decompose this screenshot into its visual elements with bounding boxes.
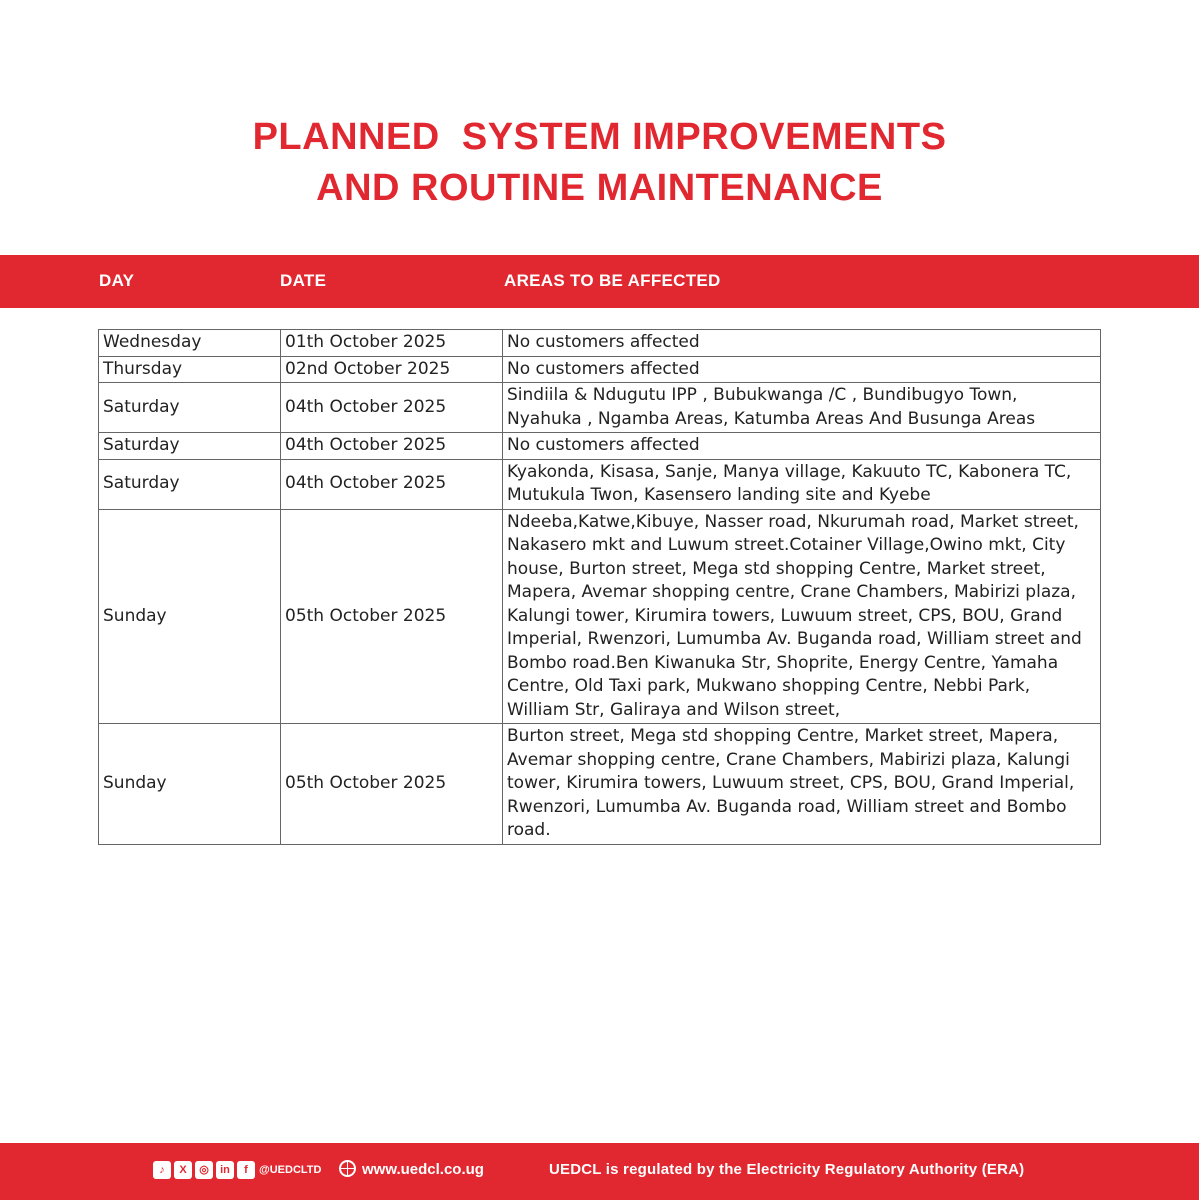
- areas-cell: Sindiila & Ndugutu IPP , Bubukwanga /C , Bundibugyo Town, Nyahuka , Ngamba Areas, Katumba Areas And Busunga Areas: [503, 383, 1101, 433]
- header-areas: AREAS TO BE AFFECTED: [504, 271, 721, 290]
- tiktok-icon[interactable]: ♪: [153, 1161, 171, 1179]
- facebook-icon[interactable]: f: [237, 1161, 255, 1179]
- website-link[interactable]: www.uedcl.co.ug: [362, 1161, 484, 1178]
- areas-cell: Ndeeba,Katwe,Kibuye, Nasser road, Nkurumah road, Market street, Nakasero mkt and Luwum street.Cotainer Village,Owino mkt, City house, Burton street, Mega std shopping Centre, Market street, Mapera, Avemar shopping centre, Crane Chambers, Mabirizi plaza, Kalungi tower, Kirumira towers, Luwuum street, CPS, BOU, Grand Imperial, Rwenzori, Lumumba Av. Buganda road, William street and Bombo road.Ben Kiwanuka Str, Shoprite, Energy Centre, Yamaha Centre, Old Taxi park, Mukwano shopping Centre, Nebbi Park, William Str, Galiraya and Wilson street,: [503, 509, 1101, 724]
- table-header-bar: [0, 255, 1199, 308]
- instagram-icon[interactable]: ◎: [195, 1161, 213, 1179]
- table-row: [99, 433, 1101, 460]
- header-date: DATE: [280, 271, 327, 290]
- date-cell: 01th October 2025: [281, 330, 503, 357]
- table-row: [99, 356, 1101, 383]
- date-cell: 05th October 2025: [281, 509, 503, 724]
- table-row: [99, 459, 1101, 509]
- regulator-note: UEDCL is regulated by the Electricity Regulatory Authority (ERA): [549, 1161, 1025, 1178]
- maintenance-table: [98, 329, 1101, 845]
- day-cell: Sunday: [99, 724, 281, 845]
- day-cell: Saturday: [99, 383, 281, 433]
- page-title: [0, 112, 1199, 214]
- x-icon[interactable]: X: [174, 1161, 192, 1179]
- day-cell: Thursday: [99, 356, 281, 383]
- table-row: [99, 330, 1101, 357]
- footer: [0, 1143, 1199, 1200]
- day-cell: Saturday: [99, 433, 281, 460]
- title-line-2: AND ROUTINE MAINTENANCE: [316, 167, 883, 209]
- linkedin-icon[interactable]: in: [216, 1161, 234, 1179]
- areas-cell: No customers affected: [503, 330, 1101, 357]
- header-day: DAY: [99, 271, 135, 290]
- date-cell: 04th October 2025: [281, 433, 503, 460]
- day-cell: Wednesday: [99, 330, 281, 357]
- title-line-1: PLANNED SYSTEM IMPROVEMENTS: [252, 116, 947, 158]
- areas-cell: No customers affected: [503, 356, 1101, 383]
- date-cell: 05th October 2025: [281, 724, 503, 845]
- day-cell: Saturday: [99, 459, 281, 509]
- date-cell: 02nd October 2025: [281, 356, 503, 383]
- areas-cell: No customers affected: [503, 433, 1101, 460]
- areas-cell: Burton street, Mega std shopping Centre, Market street, Mapera, Avemar shopping centre, Crane Chambers, Mabirizi plaza, Kalungi tower, Kirumira towers, Luwuum street, CPS, BOU, Grand Imperial, Rwenzori, Lumumba Av. Buganda road, William street and Bombo road.: [503, 724, 1101, 845]
- globe-icon: [339, 1160, 356, 1177]
- social-icons: [153, 1161, 255, 1179]
- day-cell: Sunday: [99, 509, 281, 724]
- table-row: [99, 383, 1101, 433]
- social-handle[interactable]: @UEDCLTD: [259, 1164, 322, 1176]
- table-row: [99, 509, 1101, 724]
- maintenance-table-body: [99, 330, 1101, 845]
- date-cell: 04th October 2025: [281, 383, 503, 433]
- date-cell: 04th October 2025: [281, 459, 503, 509]
- table-row: [99, 724, 1101, 845]
- areas-cell: Kyakonda, Kisasa, Sanje, Manya village, Kakuuto TC, Kabonera TC, Mutukula Twon, Kasensero landing site and Kyebe: [503, 459, 1101, 509]
